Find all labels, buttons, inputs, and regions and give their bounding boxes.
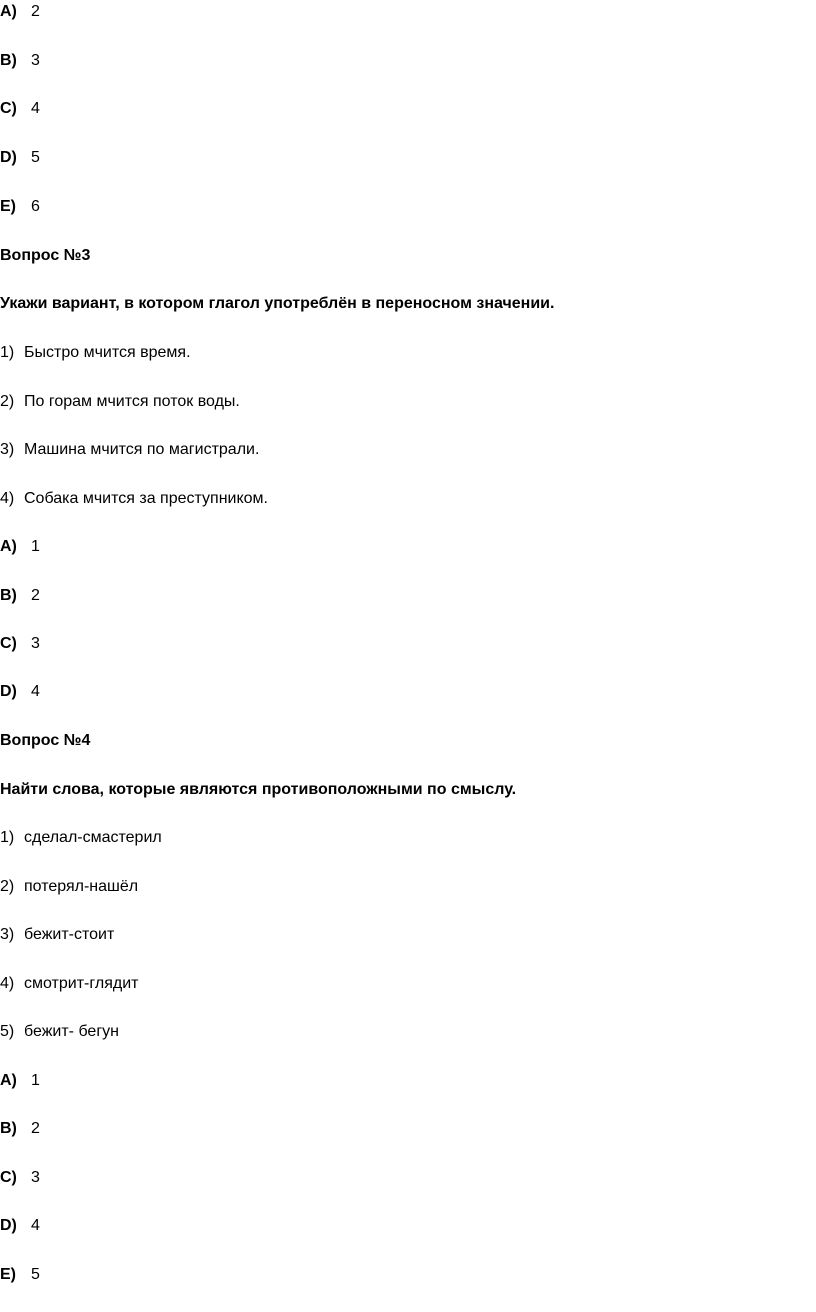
list-item bbox=[0, 1020, 119, 1044]
item-text: По горам мчится поток воды. bbox=[24, 393, 240, 410]
option-letter: C) bbox=[0, 1169, 17, 1186]
option-letter: A) bbox=[0, 1072, 17, 1089]
option-value: 5 bbox=[31, 1266, 40, 1283]
list-item bbox=[0, 972, 138, 996]
list-item bbox=[0, 341, 191, 365]
item-number: 1) bbox=[0, 829, 15, 846]
answer-option bbox=[0, 632, 40, 656]
option-value: 5 bbox=[31, 149, 40, 166]
item-text: смотрит-глядит bbox=[24, 975, 139, 992]
list-item bbox=[0, 875, 138, 899]
item-text: Быстро мчится время. bbox=[24, 344, 191, 361]
option-value: 4 bbox=[31, 1217, 40, 1234]
option-letter: C) bbox=[0, 635, 17, 652]
item-number: 4) bbox=[0, 975, 15, 992]
question-title: Вопрос №3 bbox=[0, 247, 91, 264]
option-letter: C) bbox=[0, 100, 17, 117]
option-value: 6 bbox=[31, 198, 40, 215]
option-letter: D) bbox=[0, 1217, 17, 1234]
item-number: 4) bbox=[0, 490, 15, 507]
item-number: 3) bbox=[0, 441, 15, 458]
option-value: 4 bbox=[31, 100, 40, 117]
item-text: Машина мчится по магистрали. bbox=[24, 441, 260, 458]
question-title: Вопрос №4 bbox=[0, 732, 91, 749]
answer-option bbox=[0, 97, 40, 121]
option-value: 3 bbox=[31, 52, 40, 69]
option-letter: D) bbox=[0, 683, 17, 700]
answer-option bbox=[0, 146, 40, 170]
answer-option bbox=[0, 195, 40, 219]
option-value: 3 bbox=[31, 1169, 40, 1186]
option-value: 2 bbox=[31, 3, 40, 20]
option-value: 1 bbox=[31, 1072, 40, 1089]
question-prompt: Найти слова, которые являются противоположными по смыслу. bbox=[0, 781, 517, 798]
answer-option bbox=[0, 0, 40, 24]
item-text: сделал-смастерил bbox=[24, 829, 162, 846]
item-number: 3) bbox=[0, 926, 15, 943]
item-text: бежит-стоит bbox=[24, 926, 115, 943]
option-letter: B) bbox=[0, 587, 17, 604]
option-letter: B) bbox=[0, 52, 17, 69]
option-letter: E) bbox=[0, 1266, 16, 1283]
answer-option bbox=[0, 1214, 40, 1238]
option-letter: E) bbox=[0, 198, 16, 215]
option-value: 3 bbox=[31, 635, 40, 652]
option-letter: D) bbox=[0, 149, 17, 166]
option-value: 1 bbox=[31, 538, 40, 555]
option-value: 2 bbox=[31, 587, 40, 604]
item-text: Собака мчится за преступником. bbox=[24, 490, 268, 507]
option-letter: A) bbox=[0, 538, 17, 555]
answer-option bbox=[0, 680, 40, 704]
list-item bbox=[0, 438, 259, 462]
answer-option bbox=[0, 535, 40, 559]
item-text: потерял-нашёл bbox=[24, 878, 139, 895]
item-number: 2) bbox=[0, 878, 15, 895]
answer-option bbox=[0, 584, 40, 608]
option-letter: B) bbox=[0, 1120, 17, 1137]
item-number: 2) bbox=[0, 393, 15, 410]
item-number: 1) bbox=[0, 344, 15, 361]
option-value: 2 bbox=[31, 1120, 40, 1137]
list-item bbox=[0, 390, 240, 414]
item-number: 5) bbox=[0, 1023, 15, 1040]
answer-option bbox=[0, 1069, 40, 1093]
answer-option bbox=[0, 1117, 40, 1141]
answer-option bbox=[0, 49, 40, 73]
option-value: 4 bbox=[31, 683, 40, 700]
list-item bbox=[0, 923, 114, 947]
question-prompt: Укажи вариант, в котором глагол употреблён в переносном значении. bbox=[0, 295, 555, 312]
list-item bbox=[0, 826, 162, 850]
list-item bbox=[0, 487, 268, 511]
answer-option bbox=[0, 1263, 40, 1287]
option-letter: A) bbox=[0, 3, 17, 20]
item-text: бежит- бегун bbox=[24, 1023, 119, 1040]
answer-option bbox=[0, 1166, 40, 1190]
